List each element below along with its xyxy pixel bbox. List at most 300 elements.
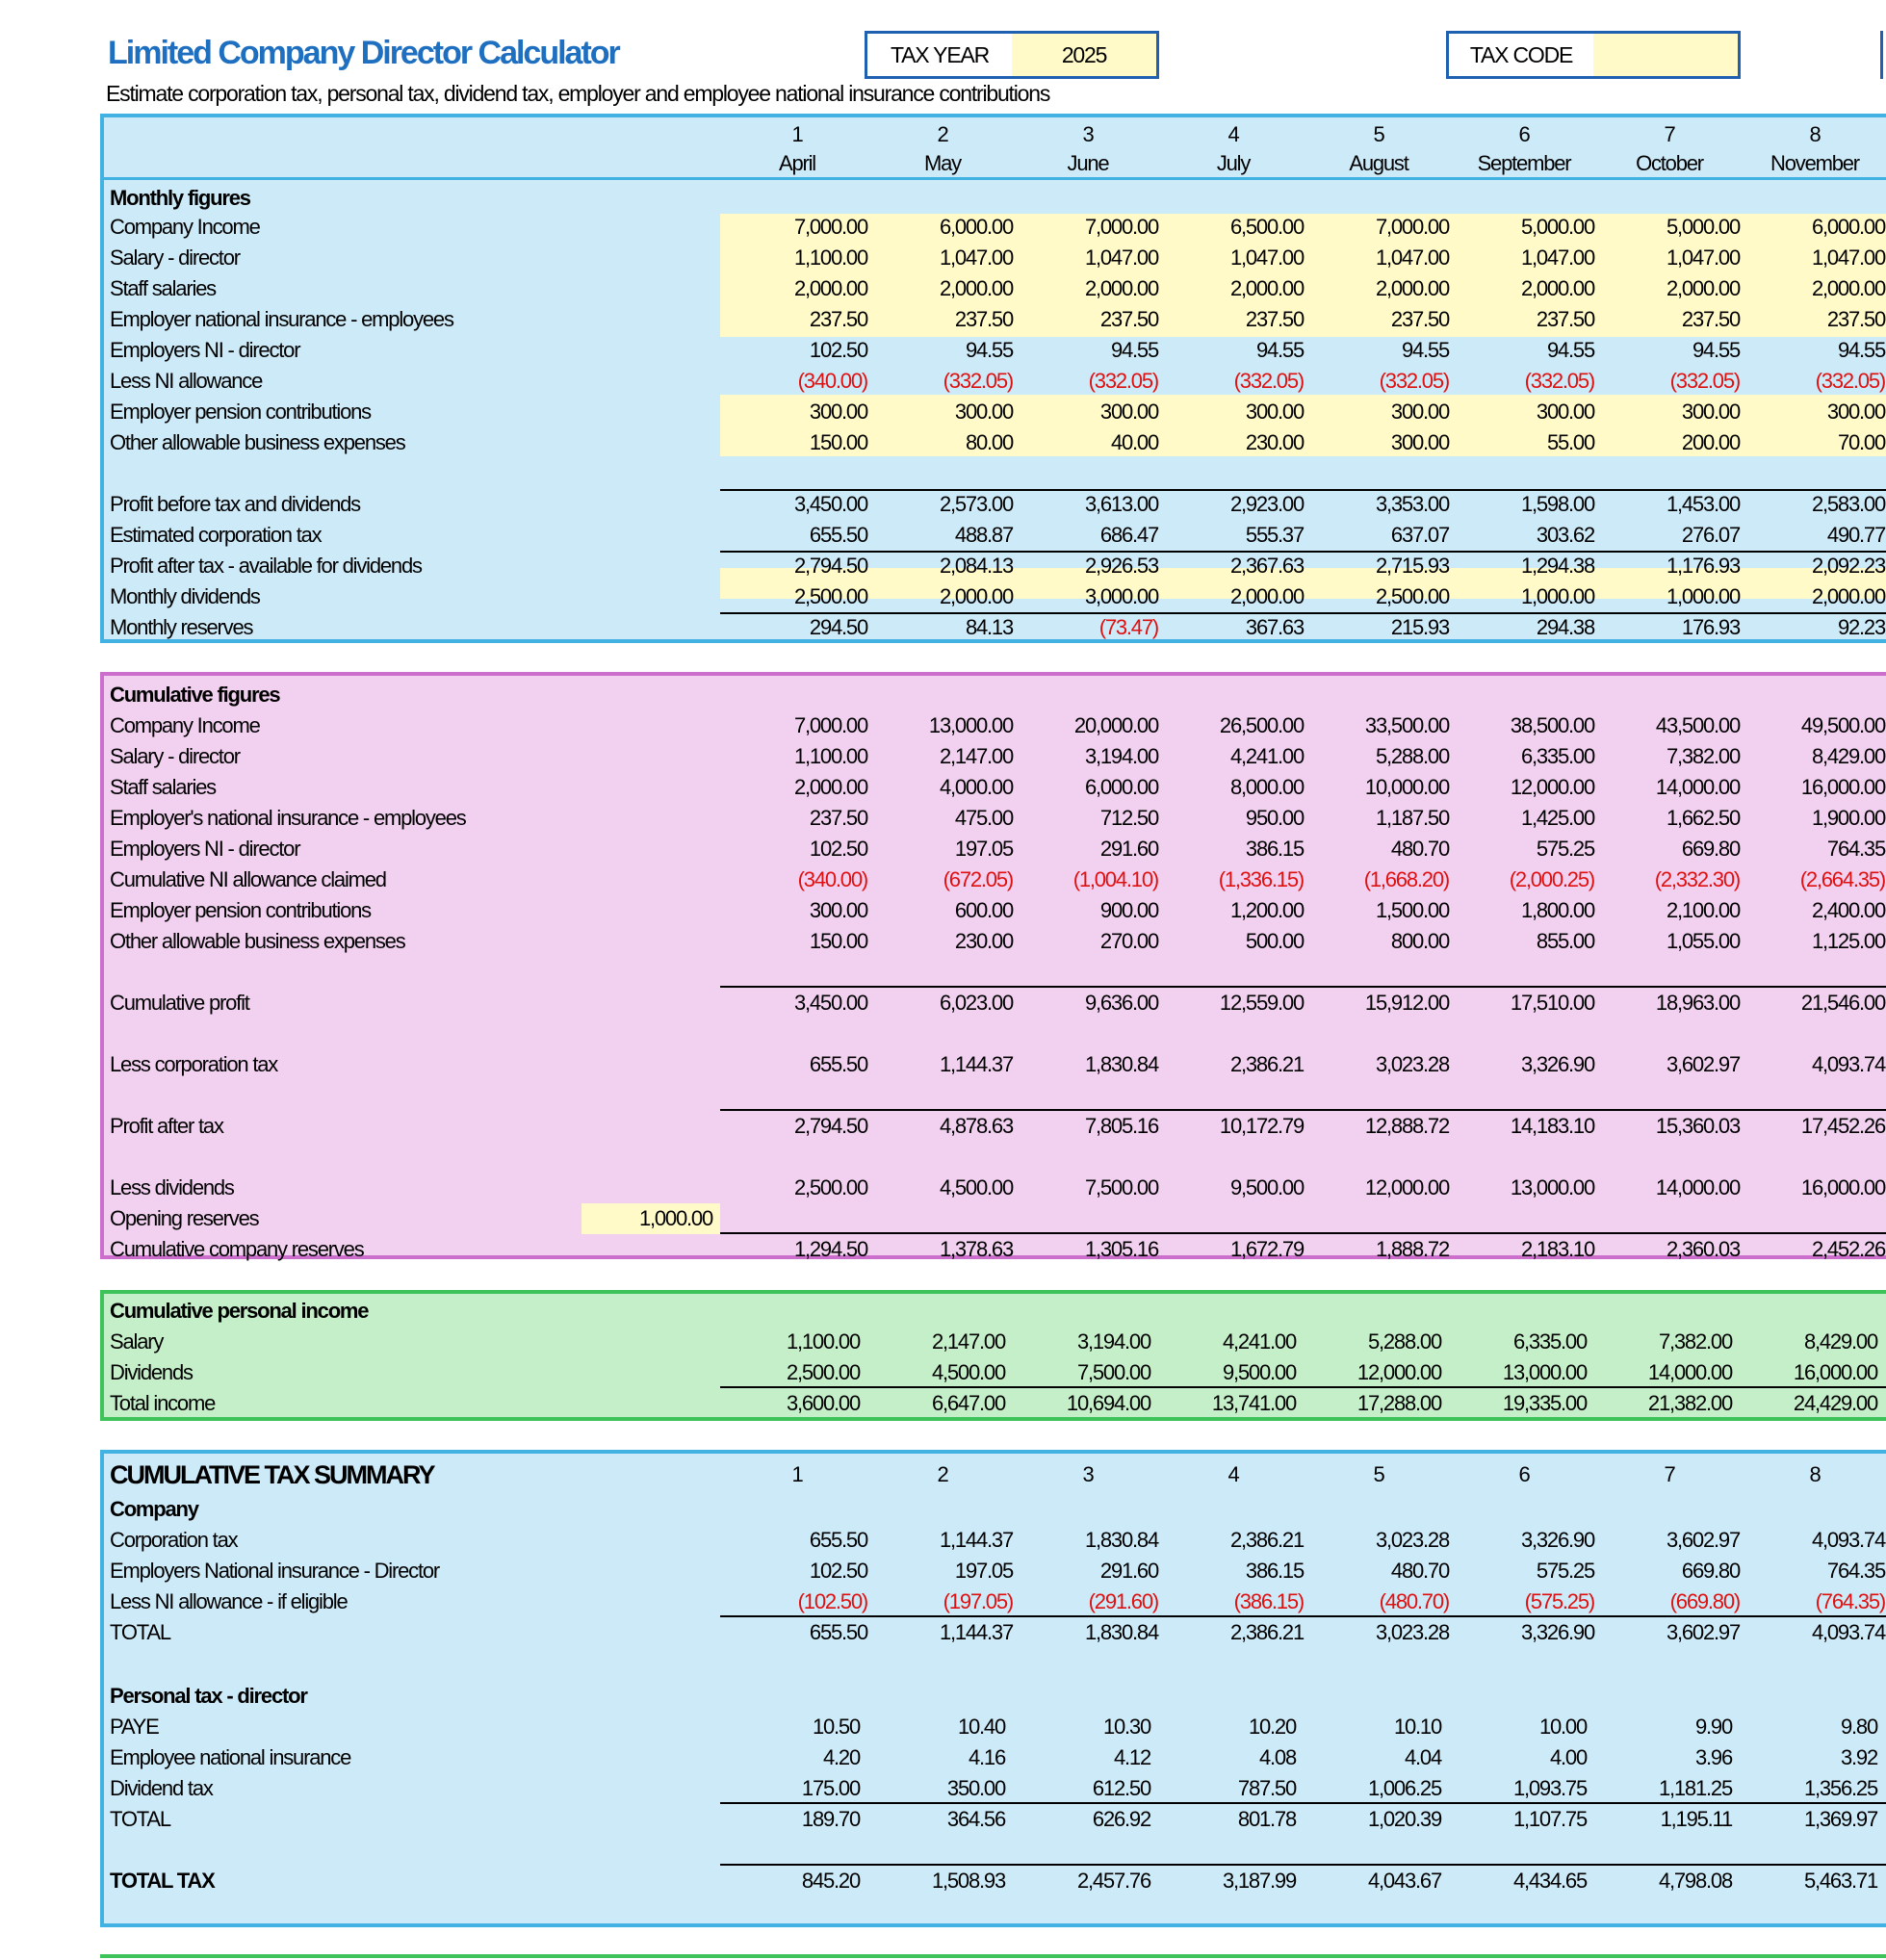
table-cell[interactable]: 2,000.00 <box>793 276 867 300</box>
table-cell: 38,500.00 <box>1510 713 1594 737</box>
table-cell: 2,794.50 <box>793 1114 867 1138</box>
table-cell: 4,241.00 <box>1229 744 1304 768</box>
table-cell: 9,500.00 <box>1222 1360 1296 1384</box>
table-cell: (1,668.20) <box>1363 867 1449 891</box>
table-cell: 686.47 <box>1099 523 1158 547</box>
month-number: 4 <box>1227 122 1239 146</box>
table-cell: 1,181.25 <box>1658 1776 1732 1800</box>
table-cell[interactable]: 5,000.00 <box>1666 215 1740 239</box>
table-cell[interactable]: 2,000.00 <box>1811 584 1885 608</box>
table-cell: (102.50) <box>797 1589 867 1613</box>
row-label: Dividend tax <box>110 1776 213 1800</box>
header-divider <box>104 177 1886 180</box>
opening-reserves-input[interactable] <box>581 1203 720 1234</box>
table-cell: 712.50 <box>1099 806 1158 830</box>
table-cell[interactable]: 1,047.00 <box>1666 245 1740 270</box>
table-cell: 150.00 <box>809 929 867 953</box>
total-rule <box>720 1864 1886 1866</box>
table-cell: 3,613.00 <box>1084 492 1158 516</box>
table-cell: 1,830.84 <box>1084 1052 1158 1076</box>
tax-code-box <box>1446 31 1741 79</box>
table-cell: 10,172.79 <box>1219 1114 1304 1138</box>
total-rule <box>720 1802 1886 1804</box>
table-cell: 21,382.00 <box>1647 1391 1732 1415</box>
tax-code-input[interactable] <box>1593 34 1738 76</box>
table-cell: 3,023.28 <box>1375 1528 1449 1552</box>
table-cell: 1,672.79 <box>1229 1237 1304 1261</box>
table-cell: (575.25) <box>1524 1589 1594 1613</box>
table-cell: 3,353.00 <box>1375 492 1449 516</box>
table-cell: 1,144.37 <box>939 1052 1013 1076</box>
table-cell: 6,023.00 <box>939 991 1013 1015</box>
table-cell: 500.00 <box>1245 929 1304 953</box>
table-cell: 16,000.00 <box>1800 775 1885 799</box>
table-cell: 575.25 <box>1536 837 1594 861</box>
table-row <box>104 1049 1886 1080</box>
table-cell: 16,000.00 <box>1793 1360 1877 1384</box>
table-cell: 612.50 <box>1092 1776 1150 1800</box>
table-cell: 9.80 <box>1840 1715 1877 1739</box>
month-number: 7 <box>1664 1462 1675 1486</box>
next-panel-edge <box>100 1954 1886 1958</box>
table-row <box>104 397 1886 427</box>
table-row <box>104 581 1886 612</box>
row-label: Monthly dividends <box>110 584 260 608</box>
table-cell: (480.70) <box>1379 1589 1449 1613</box>
table-cell: 2,367.63 <box>1229 554 1304 578</box>
table-cell: 3,326.90 <box>1520 1528 1594 1552</box>
table-cell: 189.70 <box>801 1807 860 1831</box>
table-cell[interactable]: 300.00 <box>1826 400 1885 424</box>
table-cell[interactable]: 1,047.00 <box>1084 245 1158 270</box>
table-cell: (332.05) <box>1379 369 1449 393</box>
table-cell: 26,500.00 <box>1219 713 1304 737</box>
table-cell: 4,500.00 <box>931 1360 1005 1384</box>
table-cell: 6,335.00 <box>1520 744 1594 768</box>
table-cell: 1,006.25 <box>1367 1776 1441 1800</box>
table-cell: 7,500.00 <box>1076 1360 1150 1384</box>
table-cell[interactable]: 2,000.00 <box>1084 276 1158 300</box>
table-cell: (332.05) <box>1233 369 1304 393</box>
table-cell: 94.55 <box>1110 338 1158 362</box>
row-label: TOTAL TAX <box>110 1869 215 1893</box>
table-cell: 900.00 <box>1099 898 1158 922</box>
table-cell: 197.05 <box>954 837 1013 861</box>
table-cell: 655.50 <box>809 1620 867 1644</box>
table-cell: 4.08 <box>1258 1745 1296 1769</box>
table-cell: 1,093.75 <box>1512 1776 1587 1800</box>
table-row <box>104 926 1886 957</box>
table-cell[interactable]: 1,047.00 <box>1375 245 1449 270</box>
table-cell: 197.05 <box>954 1559 1013 1583</box>
month-number: 4 <box>1227 1462 1239 1486</box>
table-cell: 4,241.00 <box>1222 1329 1296 1354</box>
table-cell: 10,694.00 <box>1066 1391 1150 1415</box>
table-cell: 1,125.00 <box>1811 929 1885 953</box>
table-cell: (2,000.25) <box>1509 867 1594 891</box>
table-cell[interactable]: 40.00 <box>1110 430 1158 454</box>
table-cell[interactable]: 1,047.00 <box>1520 245 1594 270</box>
table-row <box>104 1586 1886 1617</box>
table-cell: 8,429.00 <box>1803 1329 1877 1354</box>
table-cell: 1,425.00 <box>1520 806 1594 830</box>
table-row <box>104 304 1886 335</box>
table-cell[interactable]: 237.50 <box>1099 307 1158 331</box>
table-cell: 655.50 <box>809 1528 867 1552</box>
table-cell: 291.60 <box>1099 1559 1158 1583</box>
table-cell: 2,583.00 <box>1811 492 1885 516</box>
row-label: TOTAL <box>110 1620 170 1644</box>
month-number: 3 <box>1082 1462 1094 1486</box>
table-cell: 855.00 <box>1536 929 1594 953</box>
table-row <box>104 1203 1886 1234</box>
total-rule <box>720 489 1886 491</box>
table-cell: 2,092.23 <box>1811 554 1885 578</box>
opening-reserves-value: 1,000.00 <box>638 1206 712 1230</box>
table-cell: 350.00 <box>946 1776 1005 1800</box>
table-cell: 10.00 <box>1538 1715 1587 1739</box>
month-number: 2 <box>937 1462 948 1486</box>
row-label: Less NI allowance <box>110 369 263 393</box>
table-cell[interactable]: 300.00 <box>1390 400 1449 424</box>
table-cell[interactable]: 2,000.00 <box>1811 276 1885 300</box>
row-label: Employers NI - director <box>110 338 300 362</box>
row-label: Employer's national insurance - employees <box>110 806 466 830</box>
table-cell: 575.25 <box>1536 1559 1594 1583</box>
table-cell: 1,800.00 <box>1520 898 1594 922</box>
table-cell[interactable]: 2,000.00 <box>939 276 1013 300</box>
table-cell: (2,332.30) <box>1654 867 1740 891</box>
table-cell: 764.35 <box>1826 1559 1885 1583</box>
row-label: Salary <box>110 1329 164 1354</box>
table-cell: 7,382.00 <box>1658 1329 1732 1354</box>
table-cell: 276.07 <box>1681 523 1740 547</box>
table-cell: 2,573.00 <box>939 492 1013 516</box>
table-cell: 1,294.38 <box>1520 554 1594 578</box>
monthly-panel <box>100 114 1886 643</box>
table-cell[interactable]: 3,000.00 <box>1084 584 1158 608</box>
table-cell: 17,452.26 <box>1800 1114 1885 1138</box>
table-cell: 12,559.00 <box>1219 991 1304 1015</box>
table-cell: 94.55 <box>1546 338 1594 362</box>
table-cell: 1,144.37 <box>939 1528 1013 1552</box>
table-cell: (669.80) <box>1669 1589 1740 1613</box>
table-cell: 1,294.50 <box>793 1237 867 1261</box>
table-cell: 1,662.50 <box>1666 806 1740 830</box>
table-cell[interactable]: 300.00 <box>1536 400 1594 424</box>
table-cell: 10.10 <box>1393 1715 1441 1739</box>
table-row <box>104 520 1886 551</box>
month-name: April <box>778 151 815 175</box>
table-cell[interactable]: 230.00 <box>1245 430 1304 454</box>
table-cell: (73.47) <box>1098 615 1158 639</box>
month-number: 6 <box>1518 122 1530 146</box>
table-cell[interactable]: 1,100.00 <box>793 245 867 270</box>
row-label: Monthly figures <box>110 186 250 210</box>
tax-code-label: TAX CODE <box>1469 41 1573 67</box>
table-cell: 9.90 <box>1694 1715 1732 1739</box>
table-cell: 7,382.00 <box>1666 744 1740 768</box>
month-number: 6 <box>1518 1462 1530 1486</box>
table-cell: 15,360.03 <box>1655 1114 1740 1138</box>
table-cell: 800.00 <box>1390 929 1449 953</box>
table-cell: 18,963.00 <box>1655 991 1740 1015</box>
table-cell[interactable]: 2,000.00 <box>1375 276 1449 300</box>
table-cell: 10.20 <box>1248 1715 1296 1739</box>
month-number: 8 <box>1809 122 1821 146</box>
table-cell: 669.80 <box>1681 1559 1740 1583</box>
table-cell: 2,386.21 <box>1229 1528 1304 1552</box>
table-cell: 17,288.00 <box>1356 1391 1441 1415</box>
table-row <box>104 212 1886 243</box>
table-cell: 2,147.00 <box>939 744 1013 768</box>
table-cell: 1,100.00 <box>793 744 867 768</box>
table-cell: 845.20 <box>801 1869 860 1893</box>
table-cell[interactable]: 1,047.00 <box>939 245 1013 270</box>
table-cell[interactable]: 1,047.00 <box>1229 245 1304 270</box>
table-cell: 1,356.25 <box>1803 1776 1877 1800</box>
table-cell: 2,000.00 <box>793 775 867 799</box>
table-cell[interactable]: 237.50 <box>1681 307 1740 331</box>
row-label: Staff salaries <box>110 276 216 300</box>
table-cell: 1,378.63 <box>939 1237 1013 1261</box>
table-cell: 291.60 <box>1099 837 1158 861</box>
row-label: Other allowable business expenses <box>110 430 405 454</box>
table-cell: 475.00 <box>954 806 1013 830</box>
table-cell[interactable]: 300.00 <box>809 400 867 424</box>
table-cell[interactable]: 7,000.00 <box>1084 215 1158 239</box>
table-row <box>104 1173 1886 1203</box>
table-cell: (291.60) <box>1088 1589 1158 1613</box>
row-label: Staff salaries <box>110 775 216 799</box>
table-cell[interactable]: 7,000.00 <box>793 215 867 239</box>
table-row <box>104 148 1886 179</box>
table-row <box>104 1617 1886 1648</box>
table-cell: (332.05) <box>943 369 1013 393</box>
table-cell[interactable]: 5,000.00 <box>1520 215 1594 239</box>
table-cell: 6,000.00 <box>1084 775 1158 799</box>
row-label: CUMULATIVE TAX SUMMARY <box>110 1460 434 1489</box>
row-label: Less NI allowance - if eligible <box>110 1589 348 1613</box>
row-label: Company Income <box>110 215 260 239</box>
table-cell: (1,336.15) <box>1218 867 1304 891</box>
month-name: May <box>924 151 961 175</box>
table-cell: 3.96 <box>1694 1745 1732 1769</box>
tax-year-label: TAX YEAR <box>890 41 990 67</box>
total-rule <box>720 986 1886 988</box>
table-cell[interactable]: 1,047.00 <box>1811 245 1885 270</box>
table-cell: 2,926.53 <box>1084 554 1158 578</box>
table-cell[interactable]: 300.00 <box>1099 400 1158 424</box>
table-cell[interactable]: 2,500.00 <box>793 584 867 608</box>
table-row <box>104 1234 1886 1265</box>
table-cell[interactable]: 70.00 <box>1837 430 1885 454</box>
table-cell[interactable]: 237.50 <box>1536 307 1594 331</box>
table-cell: 49,500.00 <box>1800 713 1885 737</box>
table-cell: 3,450.00 <box>793 991 867 1015</box>
row-label: Employers National insurance - Director <box>110 1559 440 1583</box>
table-cell[interactable]: 300.00 <box>954 400 1013 424</box>
table-cell[interactable]: 237.50 <box>809 307 867 331</box>
row-label: Estimated corporation tax <box>110 523 322 547</box>
table-cell: 4,093.74 <box>1811 1052 1885 1076</box>
table-cell: 14,000.00 <box>1655 775 1740 799</box>
table-cell[interactable]: 2,500.00 <box>1375 584 1449 608</box>
table-cell: 3,602.97 <box>1666 1620 1740 1644</box>
table-row <box>104 1804 1886 1835</box>
table-cell: 5,288.00 <box>1367 1329 1441 1354</box>
table-cell[interactable]: 6,000.00 <box>1811 215 1885 239</box>
table-cell: 480.70 <box>1390 1559 1449 1583</box>
table-cell[interactable]: 6,000.00 <box>939 215 1013 239</box>
table-cell: 1,187.50 <box>1375 806 1449 830</box>
table-cell: (386.15) <box>1233 1589 1304 1613</box>
table-cell[interactable]: 2,000.00 <box>1229 584 1304 608</box>
table-cell: 4,434.65 <box>1512 1869 1587 1893</box>
table-cell: 1,830.84 <box>1084 1528 1158 1552</box>
month-number: 1 <box>791 1462 803 1486</box>
table-cell: 303.62 <box>1536 523 1594 547</box>
table-row <box>104 1712 1886 1742</box>
table-cell: 3,602.97 <box>1666 1052 1740 1076</box>
table-cell[interactable]: 55.00 <box>1546 430 1594 454</box>
table-cell: 2,500.00 <box>786 1360 860 1384</box>
table-cell[interactable]: 2,000.00 <box>1229 276 1304 300</box>
tax-year-input[interactable]: 2025 <box>1012 34 1156 76</box>
table-cell: (764.35) <box>1815 1589 1885 1613</box>
table-cell[interactable]: 300.00 <box>1245 400 1304 424</box>
table-cell: 294.38 <box>1536 615 1594 639</box>
table-cell[interactable]: 2,000.00 <box>1666 276 1740 300</box>
table-cell: (197.05) <box>943 1589 1013 1613</box>
table-row <box>104 803 1886 834</box>
table-cell: 21,546.00 <box>1800 991 1885 1015</box>
table-cell: 1,055.00 <box>1666 929 1740 953</box>
row-label: Company Income <box>110 713 260 737</box>
row-label: Employer pension contributions <box>110 400 371 424</box>
month-name: October <box>1636 151 1703 175</box>
table-cell: 1,369.97 <box>1803 1807 1877 1831</box>
row-label: Corporation tax <box>110 1528 238 1552</box>
month-number: 8 <box>1809 1462 1821 1486</box>
table-cell: 4.12 <box>1113 1745 1150 1769</box>
table-cell: 5,288.00 <box>1375 744 1449 768</box>
table-cell: 1,100.00 <box>786 1329 860 1354</box>
table-row <box>104 772 1886 803</box>
table-cell: 14,183.10 <box>1510 1114 1594 1138</box>
total-rule <box>720 1615 1886 1617</box>
table-cell: 480.70 <box>1390 837 1449 861</box>
row-label: Company <box>110 1497 198 1521</box>
table-row <box>104 1742 1886 1773</box>
table-cell: 386.15 <box>1245 837 1304 861</box>
table-cell: 2,452.26 <box>1811 1237 1885 1261</box>
month-name: June <box>1067 151 1109 175</box>
table-cell[interactable]: 1,000.00 <box>1520 584 1594 608</box>
table-cell: 20,000.00 <box>1073 713 1158 737</box>
table-row <box>104 612 1886 643</box>
table-cell: 4.04 <box>1404 1745 1441 1769</box>
table-cell: 490.77 <box>1826 523 1885 547</box>
table-cell: 14,000.00 <box>1655 1175 1740 1199</box>
table-cell: 294.50 <box>809 615 867 639</box>
month-number: 2 <box>937 122 948 146</box>
table-cell[interactable]: 237.50 <box>1826 307 1885 331</box>
table-cell[interactable]: 7,000.00 <box>1375 215 1449 239</box>
row-label: Total income <box>110 1391 216 1415</box>
table-cell: 94.55 <box>1401 338 1449 362</box>
table-cell: (332.05) <box>1088 369 1158 393</box>
table-cell: 13,000.00 <box>1502 1360 1587 1384</box>
table-cell: 19,335.00 <box>1502 1391 1587 1415</box>
table-cell: 12,000.00 <box>1510 775 1594 799</box>
table-cell: 3,187.99 <box>1222 1869 1296 1893</box>
month-name: August <box>1349 151 1408 175</box>
table-cell: 94.55 <box>965 338 1013 362</box>
table-cell: 626.92 <box>1092 1807 1150 1831</box>
table-cell: 364.56 <box>946 1807 1005 1831</box>
table-cell: 94.55 <box>1692 338 1740 362</box>
table-cell: 3,600.00 <box>786 1391 860 1415</box>
table-row <box>104 551 1886 581</box>
table-cell: (672.05) <box>943 867 1013 891</box>
table-cell: 1,020.39 <box>1367 1807 1441 1831</box>
table-cell: 4,500.00 <box>939 1175 1013 1199</box>
table-cell: 4,000.00 <box>939 775 1013 799</box>
section-heading <box>104 1296 1886 1327</box>
table-cell: (340.00) <box>797 867 867 891</box>
table-cell: 1,508.93 <box>931 1869 1005 1893</box>
table-cell[interactable]: 2,000.00 <box>939 584 1013 608</box>
table-cell[interactable]: 300.00 <box>1681 400 1740 424</box>
table-cell: 102.50 <box>809 1559 867 1583</box>
table-cell[interactable]: 80.00 <box>965 430 1013 454</box>
table-cell[interactable]: 237.50 <box>954 307 1013 331</box>
table-cell[interactable]: 150.00 <box>809 430 867 454</box>
table-cell: 2,100.00 <box>1666 898 1740 922</box>
table-cell: 7,805.16 <box>1084 1114 1158 1138</box>
tax-summary-panel <box>100 1450 1886 1927</box>
table-cell: 5,463.71 <box>1803 1869 1877 1893</box>
table-cell: 102.50 <box>809 837 867 861</box>
page-title: Limited Company Director Calculator <box>108 35 619 71</box>
table-cell: 9,500.00 <box>1229 1175 1304 1199</box>
table-cell[interactable]: 200.00 <box>1681 430 1740 454</box>
table-cell[interactable]: 6,500.00 <box>1229 215 1304 239</box>
table-cell: 9,636.00 <box>1084 991 1158 1015</box>
table-cell: 102.50 <box>809 338 867 362</box>
table-cell[interactable]: 237.50 <box>1245 307 1304 331</box>
table-row <box>104 1327 1886 1357</box>
table-cell: 386.15 <box>1245 1559 1304 1583</box>
table-cell[interactable]: 2,000.00 <box>1520 276 1594 300</box>
month-number: 5 <box>1373 1462 1384 1486</box>
table-cell[interactable]: 1,000.00 <box>1666 584 1740 608</box>
table-cell: 4,093.74 <box>1811 1528 1885 1552</box>
table-cell: 8,429.00 <box>1811 744 1885 768</box>
table-row <box>104 243 1886 273</box>
table-cell[interactable]: 300.00 <box>1390 430 1449 454</box>
table-cell: 637.07 <box>1390 523 1449 547</box>
table-cell: 2,923.00 <box>1229 492 1304 516</box>
table-cell: 175.00 <box>801 1776 860 1800</box>
table-cell[interactable]: 237.50 <box>1390 307 1449 331</box>
table-cell: 6,647.00 <box>931 1391 1005 1415</box>
table-row <box>104 489 1886 520</box>
table-cell: 7,000.00 <box>793 713 867 737</box>
table-cell: 12,000.00 <box>1356 1360 1441 1384</box>
section-heading <box>104 1459 1886 1490</box>
